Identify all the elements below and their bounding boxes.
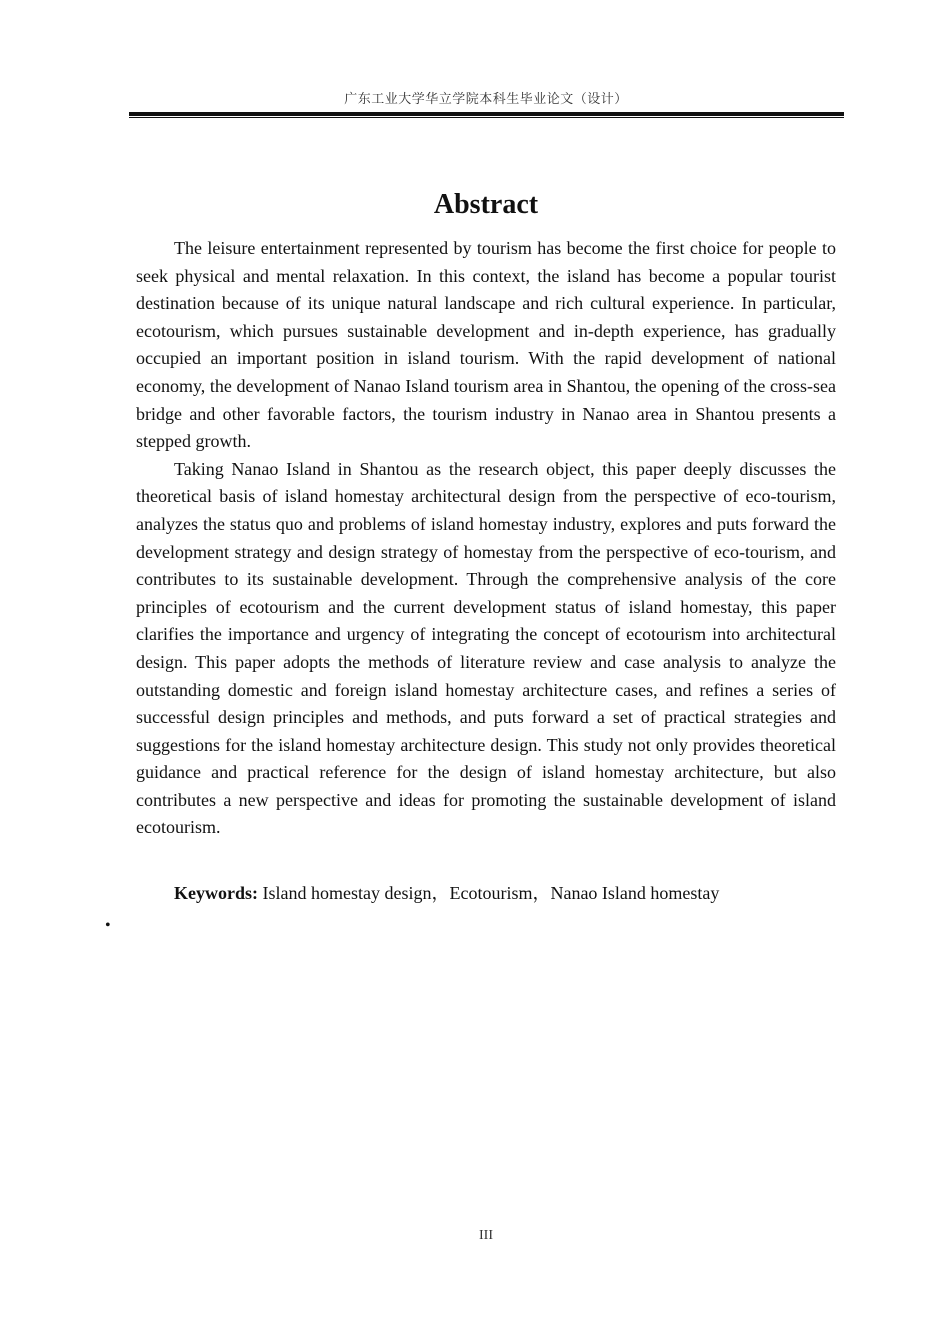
bullet-marker: • — [105, 917, 111, 934]
header-rule-thick — [129, 112, 844, 116]
page-title: Abstract — [433, 188, 539, 220]
abstract-body — [136, 235, 836, 842]
header-rule-thin — [129, 117, 844, 118]
page-number: III — [479, 1228, 493, 1243]
keywords-value: Island homestay design，Ecotourism，Nanao Island homestay — [258, 883, 720, 903]
abstract-paragraph-2: Taking Nanao Island in Shantou as the research object, this paper deeply discusses the theoretical basis of island homestay architectural design from the perspective of eco-tourism, analyzes the status quo and problems of island homestay industry, explores and puts forward the development strategy and design strategy of homestay from the perspective of eco-tourism, and contributes to its sustainable development. Through the comprehensive analysis of the core principles of ecotourism and the current development status of island homestay, this paper clarifies the importance and urgency of integrating the concept of ecotourism into architectural design. This paper adopts the methods of literature review and case analysis to analyze the outstanding domestic and foreign island homestay architecture cases, and refines a series of successful design principles and methods, and puts forward a set of practical strategies and suggestions for the island homestay architecture design. This study not only provides theoretical guidance and practical reference for the design of island homestay architecture, but also contributes a new perspective and ideas for promoting the sustainable development of island ecotourism. — [136, 458, 836, 838]
keywords-label: Keywords: — [174, 883, 258, 903]
abstract-paragraph-1: The leisure entertainment represented by tourism has become the first choice for people to seek physical and mental relaxation. In this context, the island has become a popular tourist destination because of its unique natural landscape and rich cultural experience. In particular, ecotourism, which pursues sustainable development and in-depth experience, has gradually occupied an important position in island tourism. With the rapid development of national economy, the development of Nanao Island tourism area in Shantou, the opening of the cross-sea bridge and other favorable factors, the tourism industry in Nanao area in Shantou presents a stepped growth. — [136, 238, 836, 452]
keywords-line — [174, 880, 719, 907]
page-header: 广东工业大学华立学院本科生毕业论文（设计） — [344, 92, 628, 107]
